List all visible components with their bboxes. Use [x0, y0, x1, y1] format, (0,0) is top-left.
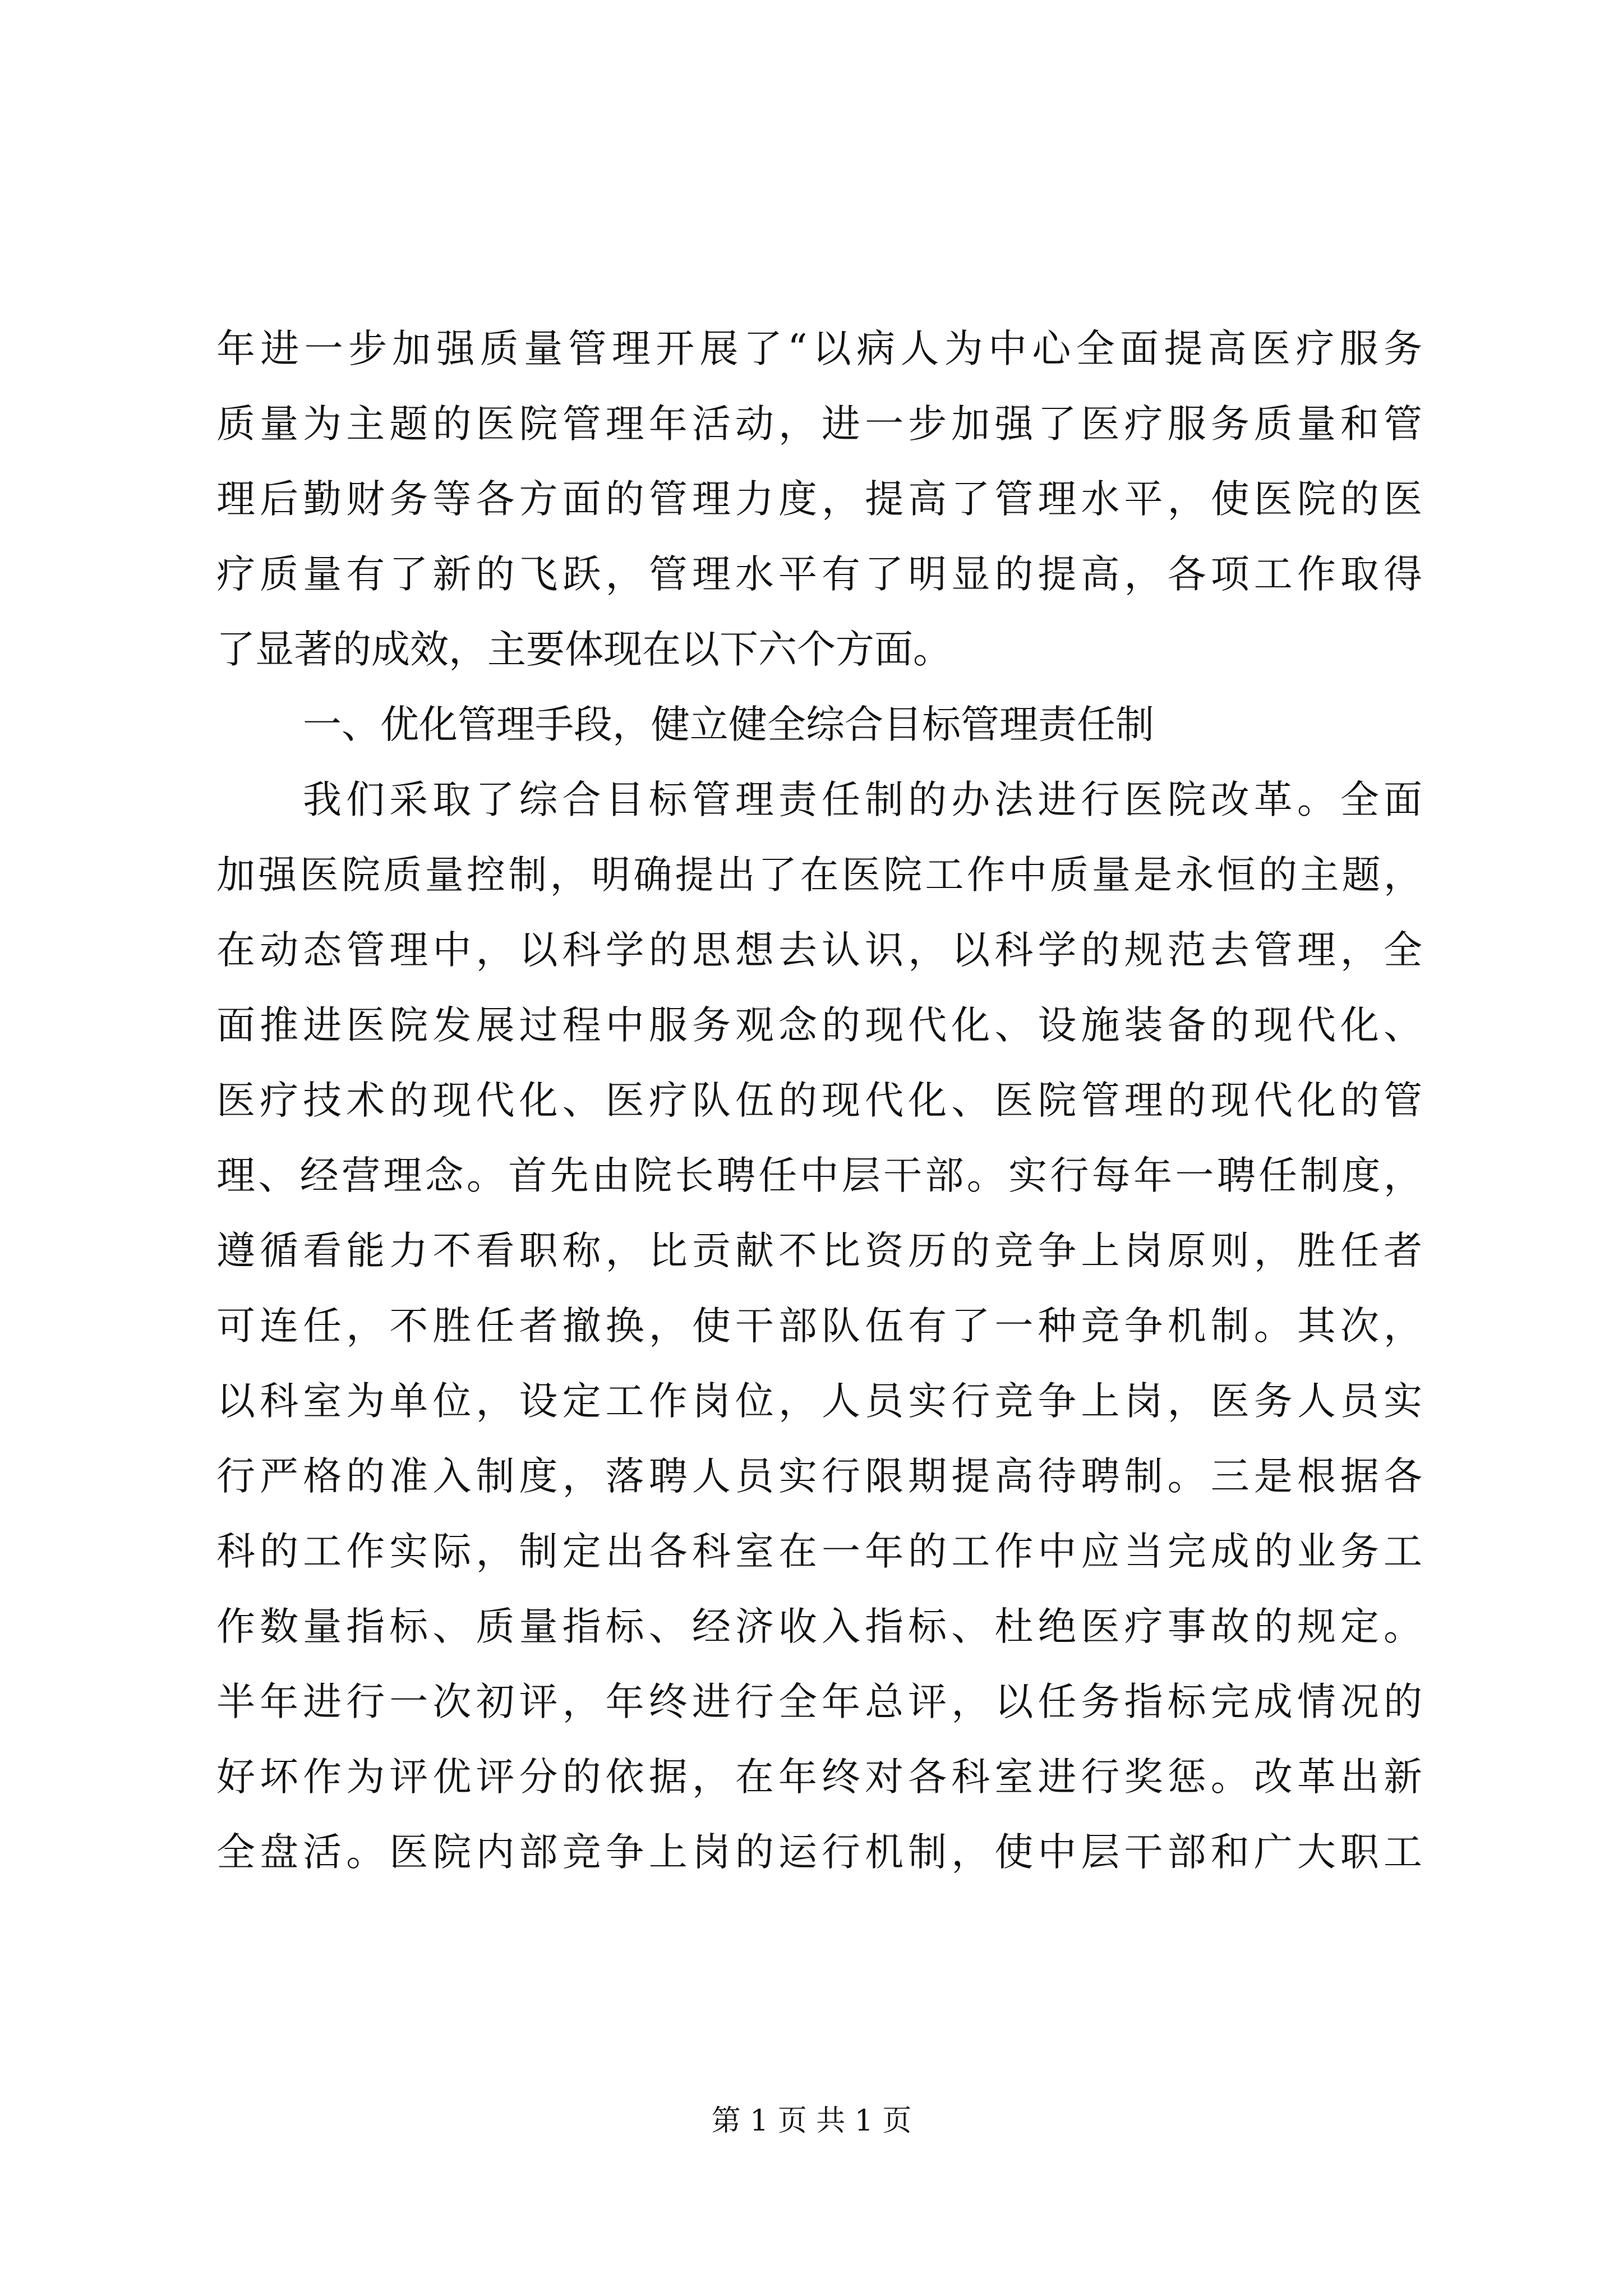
body-text-line: 面推进医院发展过程中服务观念的现代化、设施装备的现代化、 — [216, 1003, 1422, 1048]
body-text-line: 好坏作为评优评分的依据，在年终对各科室进行奖惩。改革出新 — [216, 1755, 1422, 1800]
body-text-line: 半年进行一次初评，年终进行全年总评，以任务指标完成情况的 — [216, 1680, 1422, 1724]
body-text-line: 行严格的准入制度，落聘人员实行限期提高待聘制。三是根据各 — [216, 1454, 1422, 1499]
body-text-line: 遵循看能力不看职称，比贡献不比资历的竞争上岗原则，胜任者 — [216, 1228, 1422, 1273]
body-text-line: 作数量指标、质量指标、经济收入指标、杜绝医疗事故的规定。 — [216, 1604, 1422, 1649]
body-text-line: 理后勤财务等各方面的管理力度，提高了管理水平，使医院的医 — [216, 477, 1422, 522]
body-text-line: 疗质量有了新的飞跃，管理水平有了明显的提高，各项工作取得 — [216, 552, 1422, 597]
body-text-line: 我们采取了综合目标管理责任制的办法进行医院改革。全面 — [303, 777, 1422, 822]
page-number-footer: 第 1 页 共 1 页 — [711, 2104, 912, 2138]
body-text-line: 在动态管理中，以科学的思想去认识，以科学的规范去管理，全 — [216, 928, 1422, 973]
section-heading: 一、优化管理手段，健立健全综合目标管理责任制 — [303, 702, 1154, 747]
body-text-line: 了显著的成效，主要体现在以下六个方面。 — [216, 627, 952, 672]
body-text-line: 以科室为单位，设定工作岗位，人员实行竞争上岗，医务人员实 — [216, 1379, 1422, 1424]
body-text-line: 可连任，不胜任者撤换，使干部队伍有了一种竞争机制。其次， — [216, 1304, 1422, 1349]
body-text-line: 理、经营理念。首先由院长聘任中层干部。实行每年一聘任制度， — [216, 1153, 1422, 1198]
body-text-line: 医疗技术的现代化、医疗队伍的现代化、医院管理的现代化的管 — [216, 1078, 1422, 1123]
body-text-line: 科的工作实际，制定出各科室在一年的工作中应当完成的业务工 — [216, 1529, 1422, 1574]
body-text-line: 年进一步加强质量管理开展了“以病人为中心全面提高医疗服务 — [216, 326, 1422, 371]
body-text-line: 全盘活。医院内部竞争上岗的运行机制，使中层干部和广大职工 — [216, 1830, 1422, 1875]
body-text-line: 质量为主题的医院管理年活动，进一步加强了医疗服务质量和管 — [216, 402, 1422, 447]
body-text-line: 加强医院质量控制，明确提出了在医院工作中质量是永恒的主题， — [216, 853, 1422, 898]
